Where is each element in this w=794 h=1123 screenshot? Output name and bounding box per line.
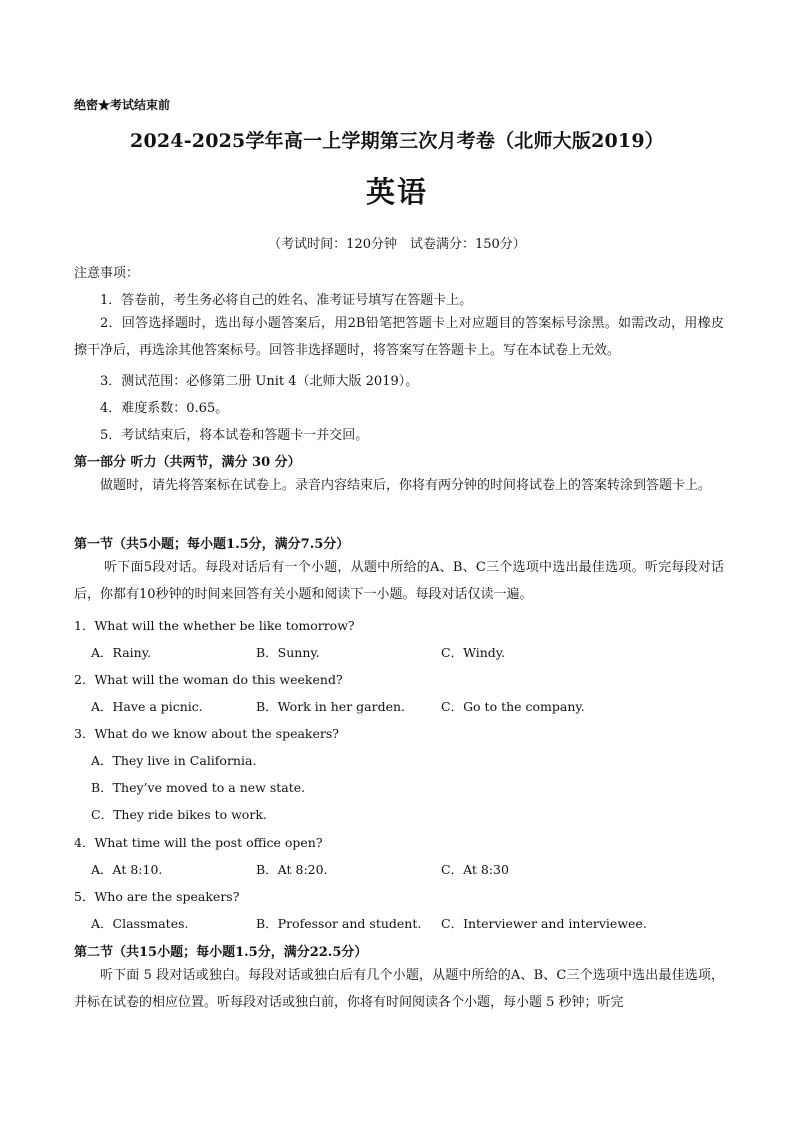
- option-c: C．At 8:30: [441, 862, 509, 877]
- option-a: A．Rainy.: [91, 645, 152, 660]
- note-item: 5．考试结束后，将本试卷和答题卡一并交回。: [100, 428, 369, 443]
- note-item: 3．测试范围：必修第二册 Unit 4（北师大版 2019）。: [100, 374, 419, 389]
- option-c: C．Go to the company.: [441, 699, 585, 714]
- part1-instruction: 做题时，请先将答案标在试卷上。录音内容结束后，你将有两分钟的时间将试卷上的答案转涂到答题卡上。: [100, 478, 712, 493]
- subject-title: 英语: [365, 175, 428, 209]
- option-c: C．Interviewer and interviewee.: [441, 916, 647, 931]
- section1-heading: 第一节（共5小题；每小题1.5分，满分7.5分）: [74, 537, 350, 552]
- note-item: 1．答卷前，考生务必将自己的姓名、准考证号填写在答题卡上。: [100, 293, 473, 308]
- question-stem: 1．What will the whether be like tomorrow?: [74, 618, 355, 633]
- exam-title: 2024-2025学年高一上学期第三次月考卷（北师大版2019）: [130, 130, 664, 152]
- secret-mark: 绝密★考试结束前: [74, 98, 171, 112]
- option-b: B．They’ve moved to a new state.: [91, 780, 306, 795]
- note-item: 4．难度系数：0.65。: [100, 401, 229, 416]
- option-c: C．They ride bikes to work.: [91, 807, 267, 822]
- section2-heading: 第二节（共15小题；每小题1.5分，满分22.5分）: [74, 945, 368, 960]
- part1-heading: 第一部分 听力（共两节，满分 30 分）: [74, 455, 301, 470]
- option-b: B．At 8:20.: [256, 862, 328, 877]
- question-stem: 5．Who are the speakers?: [74, 889, 240, 904]
- option-b: B．Work in her garden.: [256, 699, 406, 714]
- option-c: C．Windy.: [441, 645, 506, 660]
- notes-heading: 注意事项：: [74, 266, 140, 281]
- section1-instruction: 听下面5段对话。每段对话后有一个小题，从题中所给的A、B、C三个选项中选出最佳选项。听完每段对话后，你都有10秒钟的时间来回答有关小题和阅读下一小题。每段对话仅读一遍。: [74, 560, 724, 602]
- note-item: 2．回答选择题时，选出每小题答案后，用2B铅笔把答题卡上对应题目的答案标号涂黑。如需改动，用橡皮擦干净后，再选涂其他答案标号。回答非选择题时，将答案写在答题卡上。写在本试卷上无效。: [74, 316, 724, 358]
- option-b: B．Professor and student.: [256, 916, 422, 931]
- option-b: B．Sunny.: [256, 645, 320, 660]
- section2-instruction: 听下面 5 段对话或独白。每段对话或独白后有几个小题，从题中所给的A、B、C三个选项中选出最佳选项，并标在试卷的相应位置。听每段对话或独白前，你将有时间阅读各个小题，每小题 5 秒钟；听完: [74, 968, 724, 1010]
- question-stem: 4．What time will the post office open?: [74, 835, 323, 850]
- question-stem: 2．What will the woman do this weekend?: [74, 672, 343, 687]
- option-a: A．At 8:10.: [91, 862, 163, 877]
- option-a: A．Have a picnic.: [91, 699, 203, 714]
- option-a: A．Classmates.: [91, 916, 189, 931]
- exam-info: （考试时间：120分钟 试卷满分：150分）: [268, 237, 526, 252]
- option-a: A．They live in California.: [91, 753, 257, 768]
- question-stem: 3．What do we know about the speakers?: [74, 726, 339, 741]
